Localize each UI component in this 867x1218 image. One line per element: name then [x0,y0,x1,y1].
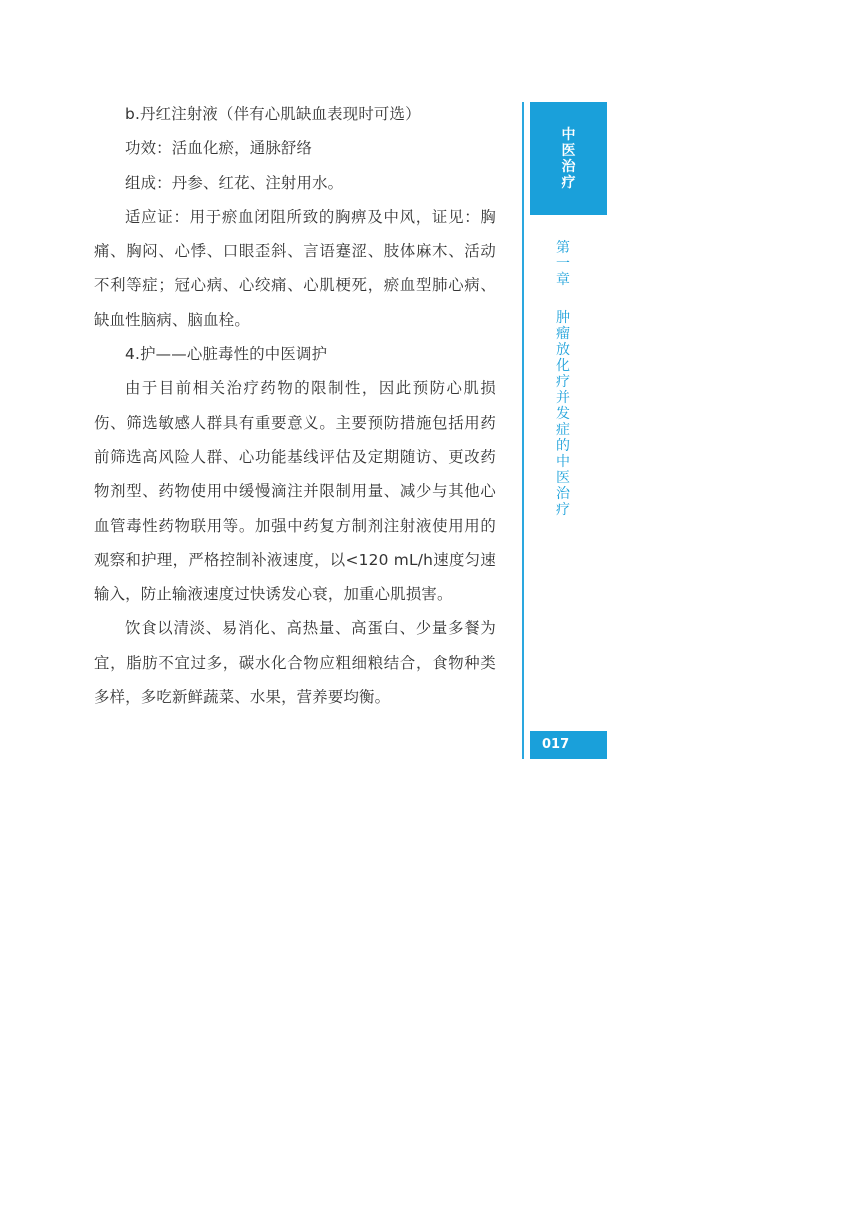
section-tab-label: 中医治疗 [561,126,576,191]
page-number: 017 [530,731,607,759]
chapter-number: 第一章 [556,240,570,288]
margin-rule [522,102,524,759]
composition-line: 组成：丹参、红花、注射用水。 [125,173,344,192]
chapter-label [555,240,571,518]
page-body [94,97,496,714]
section-tab [530,102,607,215]
chapter-title: 肿瘤放化疗并发症的中医治疗 [556,310,570,518]
section-heading: 4.护——心脏毒性的中医调护 [125,345,328,364]
efficacy-line: 功效：活血化瘀，通脉舒络 [125,139,313,158]
drug-heading: b.丹红注射液（伴有心肌缺血表现时可选） [125,105,421,123]
prevention-paragraph: 由于目前相关治疗药物的限制性，因此预防心肌损伤、筛选敏感人群具有重要意义。主要预防措施包括用药前筛选高风险人群、心功能基线评估及定期随访、更改药物剂型、药物使用中缓慢滴注并限制用量、减少与其他心血管毒性药物联用等。加强中药复方制剂注射液使用用的观察和护理，严格控制补液速度，以<120 mL/h速度匀速输入，防止输液速度过快诱发心衰，加重心肌损害。 [94,379,496,604]
indication-paragraph: 适应证：用于瘀血闭阻所致的胸痹及中风，证见：胸痛、胸闷、心悸、口眼歪斜、言语蹇涩、肢体麻木、活动不利等症；冠心病、心绞痛、心肌梗死，瘀血型肺心病、缺血性脑病、脑血栓。 [94,207,496,329]
diet-paragraph: 饮食以清淡、易消化、高热量、高蛋白、少量多餐为宜，脂肪不宜过多，碳水化合物应粗细粮结合，食物种类多样，多吃新鲜蔬菜、水果，营养要均衡。 [94,619,496,707]
chapter-label-gap [555,288,571,310]
